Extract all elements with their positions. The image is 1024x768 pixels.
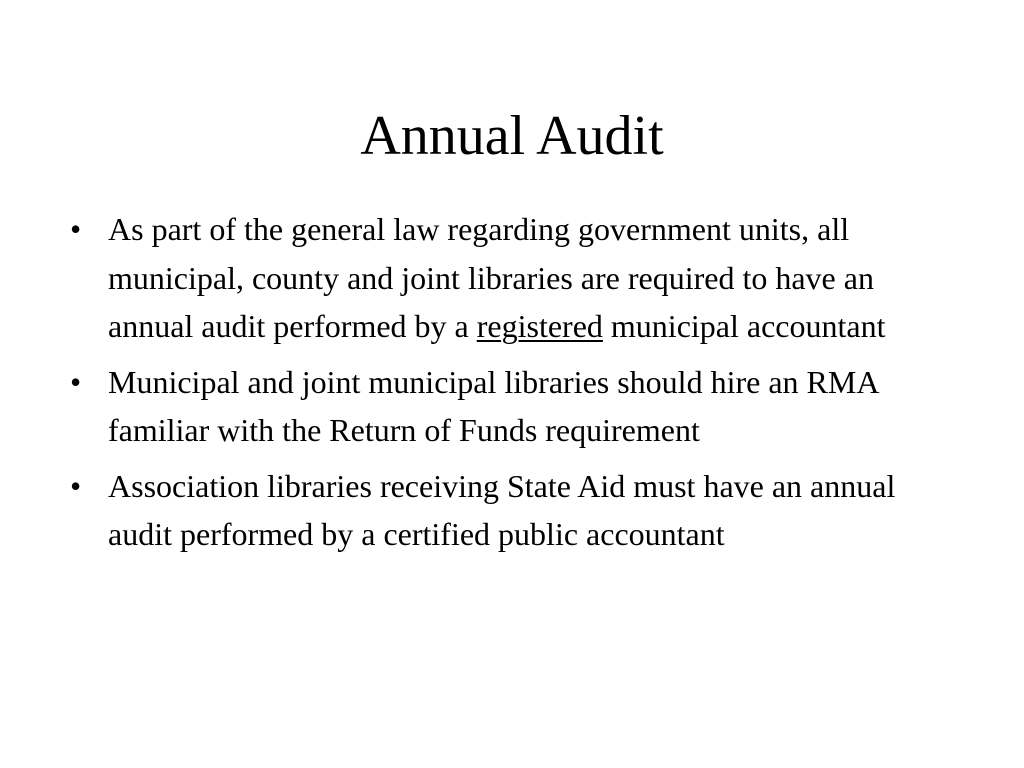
- bullet-dot-icon: •: [70, 211, 82, 247]
- bullet-item-audit-requirement: [70, 205, 950, 351]
- bullet-text-part: municipal accountant: [602, 308, 886, 344]
- bullet-list: [70, 205, 950, 566]
- bullet-text: Association libraries receiving State Aid must have an annual audit performed by a certified public accountant: [108, 467, 896, 552]
- bullet-dot-icon: •: [70, 467, 82, 504]
- bullet-dot-icon: •: [70, 363, 82, 400]
- slide-title: Annual Audit: [360, 105, 664, 167]
- underlined-word: registered: [476, 308, 603, 344]
- bullet-text-part: As part of the general law regarding government units, all municipal, county and joint libraries are required to have an annual audit performed by a: [108, 211, 874, 344]
- bullet-text: Municipal and joint municipal libraries should hire an RMA familiar with the Return of Funds requirement: [108, 363, 878, 448]
- bullet-item-association-libraries: [70, 462, 950, 559]
- bullet-item-rma-hire: [70, 358, 950, 455]
